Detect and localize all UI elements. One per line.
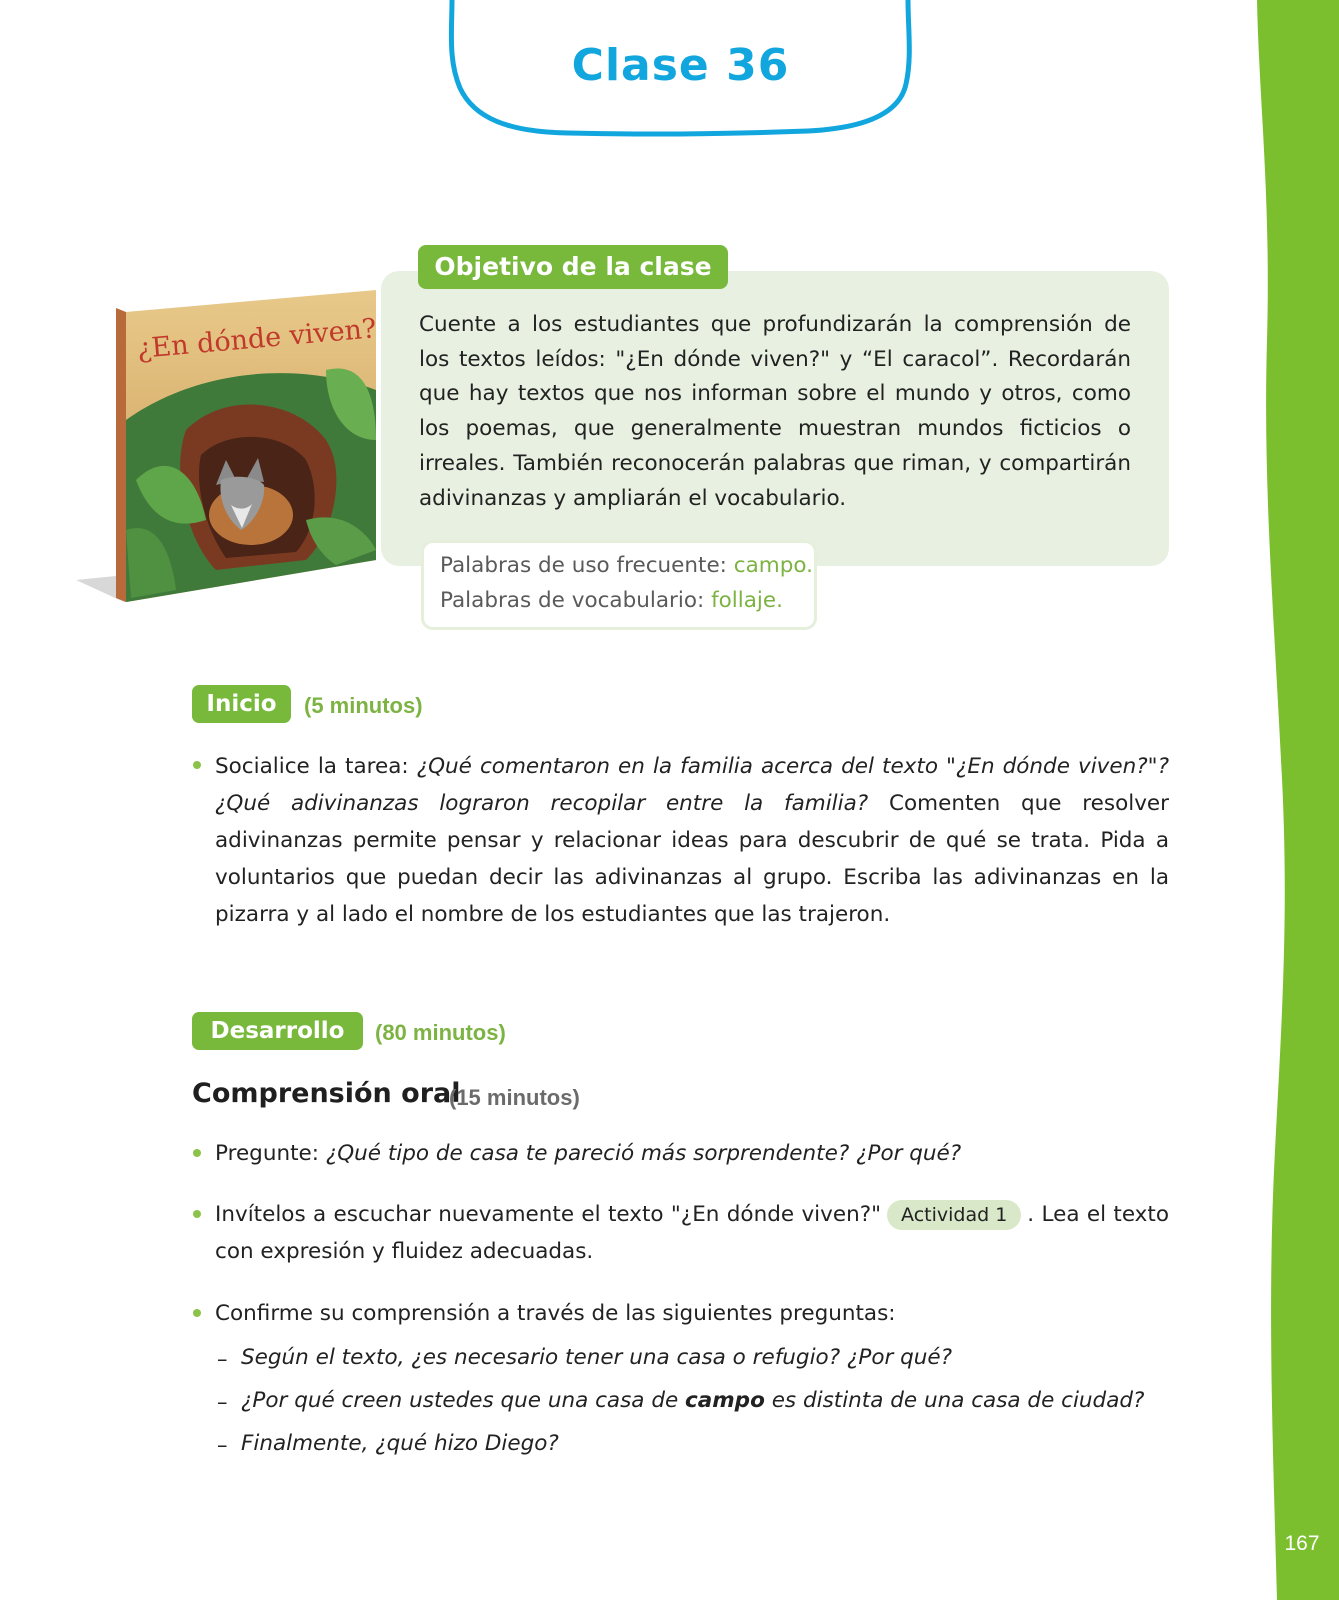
- question-dash: –: [217, 1390, 228, 1414]
- frequent-word: campo.: [733, 553, 813, 578]
- question-2-start: ¿Por qué creen ustedes que una casa de: [241, 1388, 686, 1413]
- question-1: Según el texto, ¿es necesario tener una casa o refugio? ¿Por qué?: [241, 1345, 953, 1370]
- comprension-oral-time: (15 minutos): [449, 1085, 580, 1110]
- question-3: Finalmente, ¿qué hizo Diego?: [241, 1431, 559, 1456]
- inicio-bullet-text: [215, 748, 1169, 933]
- desarrollo-bullet-2: [215, 1196, 1169, 1270]
- side-decorative-band: [1255, 0, 1339, 1600]
- desarrollo-bullet-1: [215, 1135, 1169, 1172]
- vocabulary-word: follaje.: [711, 588, 783, 613]
- question-dash: –: [217, 1347, 228, 1371]
- bullet-dot: [193, 761, 201, 769]
- frequent-words-label: Palabras de uso frecuente:: [440, 553, 734, 578]
- activity-badge: Actividad 1: [887, 1200, 1021, 1230]
- vocabulary-words-line: [440, 588, 783, 613]
- question-2: [241, 1388, 1144, 1413]
- bullet-dot: [193, 1149, 201, 1157]
- desarrollo-label: Desarrollo: [192, 1012, 363, 1050]
- inicio-time: (5 minutos): [304, 693, 423, 718]
- bullet-dot: [193, 1309, 201, 1317]
- inicio-bullet-prefix: Socialice la tarea:: [215, 754, 417, 779]
- desarrollo-bullet-3: Confirme su comprensión a través de las siguientes preguntas:: [215, 1301, 896, 1326]
- objective-text: Cuente a los estudiantes que profundizarán la comprensión de los textos leídos: "¿En dónde viven?" y “El caracol”. Recordarán que hay textos que nos informan sobre el mundo y otros, como los poemas, que generalmente muestran mundos ficticios o irreales. También reconocerán palabras que riman, y compartirán adivinanzas y ampliarán el vocabulario.: [419, 312, 1131, 511]
- desarrollo-time: (80 minutos): [375, 1020, 506, 1045]
- inicio-bullet-questions: ¿Qué comentaron en la familia acerca del texto "¿En dónde viven?"? ¿Qué adivinanzas lograron recopilar entre la familia?: [215, 754, 1169, 816]
- frequent-words-line: [440, 553, 813, 578]
- vocabulary-words-label: Palabras de vocabulario:: [440, 588, 712, 613]
- question-2-end: es distinta de una casa de ciudad?: [764, 1388, 1145, 1413]
- question-2-bold-word: campo: [685, 1388, 765, 1413]
- question-dash: –: [217, 1433, 228, 1457]
- page-number: 167: [1284, 1532, 1320, 1555]
- comprension-oral-heading: Comprensión oral: [192, 1078, 461, 1109]
- objective-label: Objetivo de la clase: [418, 245, 728, 289]
- book-cover-title: ¿En dónde viven?: [135, 313, 378, 365]
- page-title: Clase 36: [571, 40, 790, 91]
- inicio-label: Inicio: [192, 685, 291, 723]
- bullet-1-question: ¿Qué tipo de casa te pareció más sorprendente? ¿Por qué?: [325, 1141, 962, 1166]
- bullet-2-prefix: Invítelos a escuchar nuevamente el texto "¿En dónde viven?": [215, 1202, 882, 1227]
- bullet-2-rest: . Lea el texto con expresión y fluidez adecuadas.: [215, 1202, 1169, 1264]
- bullet-dot: [193, 1210, 201, 1218]
- book-cover-image: [76, 280, 386, 610]
- bullet-1-prefix: Pregunte:: [215, 1141, 326, 1166]
- inicio-bullet-rest: Comenten que resolver adivinanzas permite pensar y relacionar ideas para descubrir de qué se trata. Pida a voluntarios que puedan decir las adivinanzas al grupo. Escriba las adivinanzas en la pizarra y al lado el nombre de los estudiantes que las trajeron.: [215, 791, 1170, 927]
